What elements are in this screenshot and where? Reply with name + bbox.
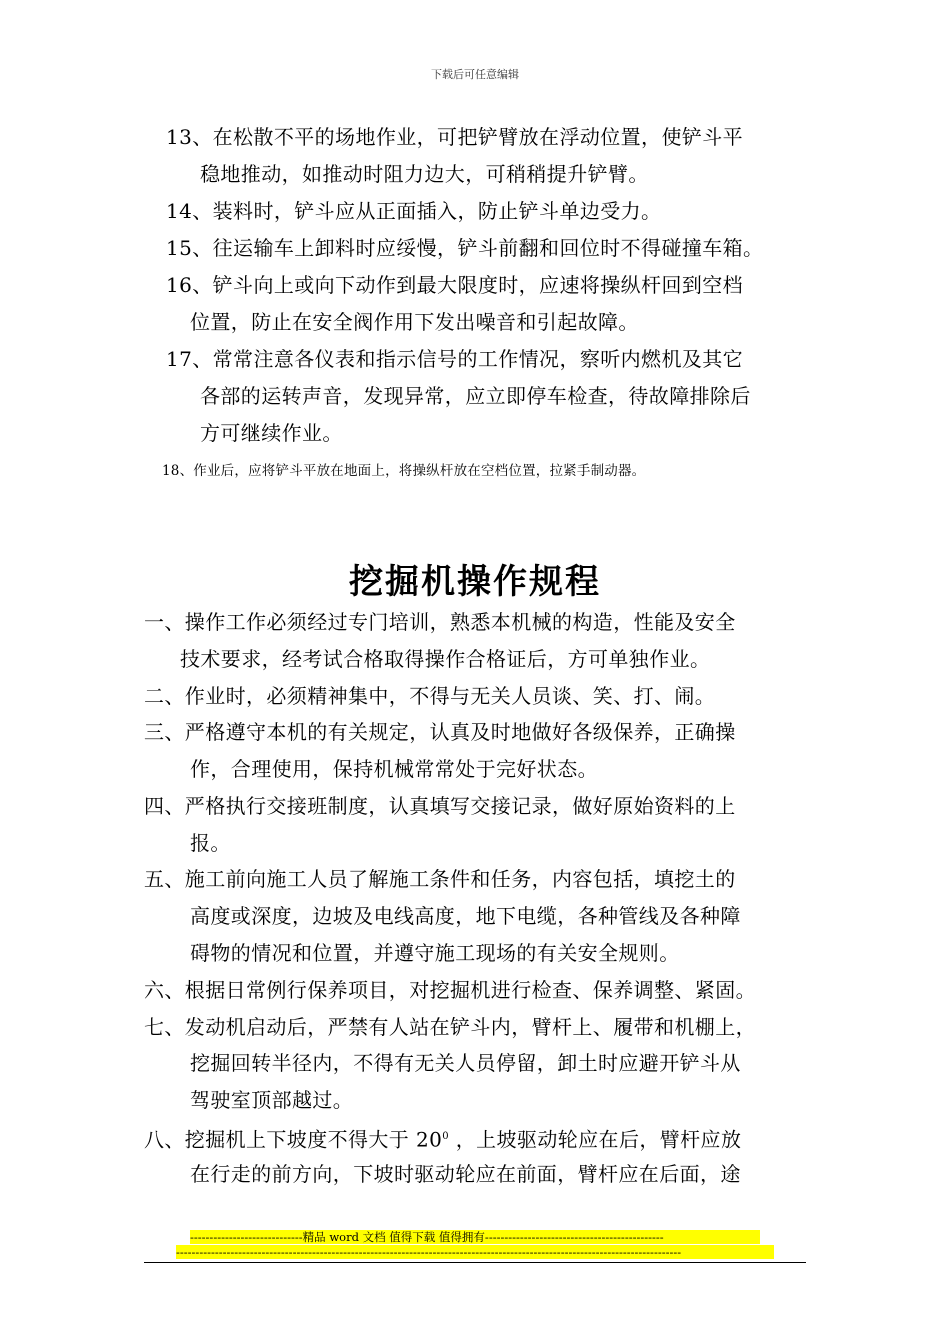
rule-17-line-2: 各部的运转声音，发现异常，应立即停车检查，待故障排除后 <box>200 384 751 408</box>
degree-superscript: 0 <box>442 1131 449 1142</box>
item-5-line-3: 碍物的情况和位置，并遵守施工现场的有关安全规则。 <box>190 941 680 965</box>
item-1-line-1: 一、操作工作必须经过专门培训，熟悉本机械的构造，性能及安全 <box>144 610 736 634</box>
item-3-line-1: 三、严格遵守本机的有关规定，认真及时地做好各级保养，正确操 <box>144 720 736 744</box>
rule-18: 18、作业后，应将铲斗平放在地面上，将操纵杆放在空档位置，拉紧手制动器。 <box>162 463 646 479</box>
item-8-line-1 <box>144 1125 741 1152</box>
item-7-line-3: 驾驶室顶部越过。 <box>190 1088 354 1112</box>
footer-banner-1: -----------------------------精品 word 文档 值得下载 值得拥有---------------------------------------------- <box>190 1230 760 1244</box>
rule-17-line-3: 方可继续作业。 <box>200 421 343 445</box>
item-6: 六、根据日常例行保养项目，对挖掘机进行检查、保养调整、紧固。 <box>144 978 756 1002</box>
rule-15: 15、往运输车上卸料时应绥慢，铲斗前翻和回位时不得碰撞车箱。 <box>166 236 764 260</box>
header-note: 下载后可任意编辑 <box>431 68 519 81</box>
footer-banner-2: ---------------------------------------------------------------------------------------------------------------------------------- <box>176 1245 774 1259</box>
item-3-line-2: 作，合理使用，保持机械常常处于完好状态。 <box>190 757 598 781</box>
rule-13-line-2: 稳地推动，如推动时阻力边大，可稍稍提升铲臂。 <box>200 162 649 186</box>
item-5-line-1: 五、施工前向施工人员了解施工条件和任务，内容包括，填挖土的 <box>144 867 736 891</box>
item-2: 二、作业时，必须精神集中，不得与无关人员谈、笑、打、闹。 <box>144 684 716 708</box>
item-5-line-2: 高度或深度，边坡及电线高度，地下电缆，各种管线及各种障 <box>190 904 741 928</box>
rule-16-line-2: 位置，防止在安全阀作用下发出噪音和引起故障。 <box>190 310 639 334</box>
item-8-prefix: 八、挖掘机上下坡度不得大于 20 <box>144 1127 443 1152</box>
rule-16-line-1: 16、铲斗向上或向下动作到最大限度时，应速将操纵杆回到空档 <box>166 273 744 297</box>
item-4-line-1: 四、严格执行交接班制度，认真填写交接记录，做好原始资料的上 <box>144 794 736 818</box>
rule-17-line-1: 17、常常注意各仪表和指示信号的工作情况，察听内燃机及其它 <box>166 347 744 371</box>
item-7-line-1: 七、发动机启动后，严禁有人站在铲斗内，臂杆上、履带和机棚上， <box>144 1015 756 1039</box>
rule-13-line-1: 13、在松散不平的场地作业，可把铲臂放在浮动位置，使铲斗平 <box>166 125 744 149</box>
item-1-line-2: 技术要求，经考试合格取得操作合格证后，方可单独作业。 <box>180 647 711 671</box>
item-8-line-2: 在行走的前方向，下坡时驱动轮应在前面，臂杆应在后面，途 <box>190 1162 741 1186</box>
item-7-line-2: 挖掘回转半径内，不得有无关人员停留，卸土时应避开铲斗从 <box>190 1051 741 1075</box>
rule-14: 14、装料时，铲斗应从正面插入，防止铲斗单边受力。 <box>166 199 662 223</box>
item-4-line-2: 报。 <box>190 831 231 855</box>
footer-rule <box>144 1262 806 1263</box>
section-title: 挖掘机操作规程 <box>349 562 601 602</box>
item-8-suffix: ，上坡驱动轮应在后，臂杆应放 <box>448 1127 742 1152</box>
